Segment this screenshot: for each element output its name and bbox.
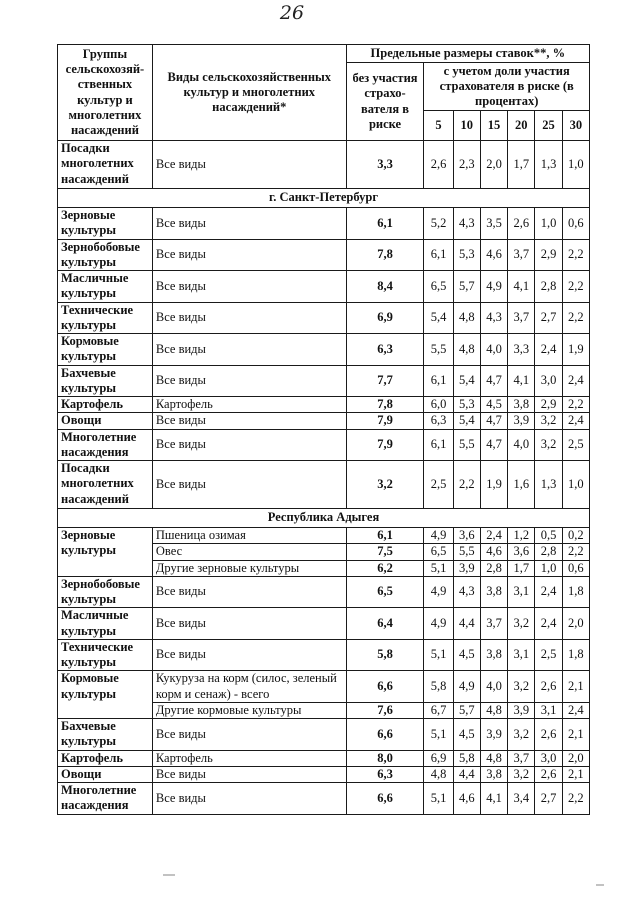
culture-cell: Все виды xyxy=(152,766,346,782)
share-rate-cell: 4,6 xyxy=(480,239,507,271)
culture-cell: Все виды xyxy=(152,334,346,366)
share-rate-cell: 3,4 xyxy=(508,783,535,815)
group-cell: Технические культуры xyxy=(58,639,153,671)
share-rate-cell: 3,8 xyxy=(480,766,507,782)
table-row xyxy=(58,783,590,815)
share-rate-cell: 0,2 xyxy=(562,528,589,544)
share-rate-cell: 3,1 xyxy=(508,576,535,608)
culture-cell: Все виды xyxy=(152,141,346,189)
base-rate-cell: 3,3 xyxy=(346,141,424,189)
share-rate-cell: 2,2 xyxy=(453,461,480,509)
group-cell: Картофель xyxy=(58,750,153,766)
share-rate-cell: 2,4 xyxy=(562,365,589,397)
culture-cell: Пшеница озимая xyxy=(152,528,346,544)
base-rate-cell: 6,3 xyxy=(346,334,424,366)
base-rate-cell: 7,5 xyxy=(346,544,424,560)
table-row xyxy=(58,239,590,271)
share-rate-cell: 4,9 xyxy=(453,671,480,703)
culture-cell: Картофель xyxy=(152,750,346,766)
table-row xyxy=(58,719,590,751)
share-rate-cell: 4,4 xyxy=(453,766,480,782)
share-rate-cell: 3,0 xyxy=(535,365,562,397)
share-rate-cell: 1,8 xyxy=(562,639,589,671)
group-cell: Многолетние насаждения xyxy=(58,429,153,461)
culture-cell: Все виды xyxy=(152,719,346,751)
share-rate-cell: 6,9 xyxy=(424,750,453,766)
share-rate-cell: 6,5 xyxy=(424,271,453,303)
table-row xyxy=(58,141,590,189)
share-rate-cell: 3,2 xyxy=(508,671,535,703)
share-rate-cell: 5,8 xyxy=(424,671,453,703)
table-row xyxy=(58,208,590,240)
share-rate-cell: 2,8 xyxy=(480,560,507,576)
group-cell: Многолетние насаждения xyxy=(58,783,153,815)
share-rate-cell: 3,1 xyxy=(535,702,562,718)
share-rate-cell: 2,5 xyxy=(562,429,589,461)
table-row xyxy=(58,608,590,640)
group-cell: Овощи xyxy=(58,766,153,782)
share-rate-cell: 2,8 xyxy=(535,271,562,303)
share-rate-cell: 4,3 xyxy=(480,302,507,334)
share-rate-cell: 2,6 xyxy=(424,141,453,189)
table-row xyxy=(58,576,590,608)
group-cell: Технические культуры xyxy=(58,302,153,334)
share-rate-cell: 6,3 xyxy=(424,413,453,429)
share-rate-cell: 5,1 xyxy=(424,719,453,751)
share-rate-cell: 3,1 xyxy=(508,639,535,671)
share-rate-cell: 2,2 xyxy=(562,397,589,413)
base-rate-cell: 3,2 xyxy=(346,461,424,509)
share-rate-cell: 1,0 xyxy=(562,141,589,189)
share-rate-cell: 4,9 xyxy=(424,608,453,640)
share-rate-cell: 2,0 xyxy=(562,608,589,640)
group-cell: Масличные культуры xyxy=(58,271,153,303)
share-rate-cell: 5,2 xyxy=(424,208,453,240)
share-rate-cell: 2,7 xyxy=(535,302,562,334)
share-rate-cell: 4,5 xyxy=(480,397,507,413)
share-rate-cell: 2,2 xyxy=(562,783,589,815)
share-col-header: 20 xyxy=(508,111,535,141)
share-col-header: 30 xyxy=(562,111,589,141)
culture-cell: Все виды xyxy=(152,608,346,640)
share-rate-cell: 4,5 xyxy=(453,719,480,751)
group-cell: Зерновые культуры xyxy=(58,528,153,577)
share-rate-cell: 6,0 xyxy=(424,397,453,413)
group-cell: Зернобобовые культуры xyxy=(58,576,153,608)
share-rate-cell: 2,8 xyxy=(535,544,562,560)
share-rate-cell: 3,9 xyxy=(480,719,507,751)
share-rate-cell: 2,6 xyxy=(535,671,562,703)
table-row xyxy=(58,639,590,671)
culture-cell: Все виды xyxy=(152,208,346,240)
share-rate-cell: 2,7 xyxy=(535,783,562,815)
share-rate-cell: 2,0 xyxy=(480,141,507,189)
share-rate-cell: 0,6 xyxy=(562,560,589,576)
share-rate-cell: 4,0 xyxy=(480,334,507,366)
group-cell: Зерновые культуры xyxy=(58,208,153,240)
region-row xyxy=(58,509,590,528)
share-rate-cell: 4,6 xyxy=(453,783,480,815)
base-rate-cell: 7,8 xyxy=(346,397,424,413)
header-with-share: с учетом доли участия страхователя в риске (в процентах) xyxy=(424,63,590,111)
share-rate-cell: 3,7 xyxy=(508,750,535,766)
table-row xyxy=(58,671,590,703)
share-rate-cell: 3,0 xyxy=(535,750,562,766)
share-rate-cell: 3,6 xyxy=(453,528,480,544)
table-row xyxy=(58,766,590,782)
culture-cell: Все виды xyxy=(152,239,346,271)
share-rate-cell: 1,3 xyxy=(535,461,562,509)
culture-cell: Кукуруза на корм (силос, зеленый корм и сенаж) - всего xyxy=(152,671,346,703)
share-rate-cell: 6,5 xyxy=(424,544,453,560)
share-rate-cell: 3,2 xyxy=(535,413,562,429)
share-rate-cell: 6,7 xyxy=(424,702,453,718)
share-rate-cell: 3,3 xyxy=(508,334,535,366)
table-body xyxy=(58,141,590,815)
share-rate-cell: 2,5 xyxy=(535,639,562,671)
scan-mark xyxy=(163,874,175,876)
share-rate-cell: 4,8 xyxy=(480,702,507,718)
share-rate-cell: 5,4 xyxy=(453,413,480,429)
share-rate-cell: 1,7 xyxy=(508,560,535,576)
base-rate-cell: 5,8 xyxy=(346,639,424,671)
group-cell: Посадки многолетних насаждений xyxy=(58,141,153,189)
share-rate-cell: 3,6 xyxy=(508,544,535,560)
share-rate-cell: 3,7 xyxy=(508,302,535,334)
share-rate-cell: 2,2 xyxy=(562,239,589,271)
share-rate-cell: 3,9 xyxy=(508,413,535,429)
share-rate-cell: 3,2 xyxy=(508,719,535,751)
share-rate-cell: 2,4 xyxy=(535,576,562,608)
scan-mark xyxy=(596,884,604,886)
share-rate-cell: 4,0 xyxy=(480,671,507,703)
culture-cell: Другие кормовые культуры xyxy=(152,702,346,718)
share-rate-cell: 1,9 xyxy=(480,461,507,509)
group-cell: Кормовые культуры xyxy=(58,671,153,719)
group-cell: Посадки многолетних насаждений xyxy=(58,461,153,509)
culture-cell: Все виды xyxy=(152,429,346,461)
base-rate-cell: 8,4 xyxy=(346,271,424,303)
share-rate-cell: 4,9 xyxy=(480,271,507,303)
region-row xyxy=(58,189,590,208)
culture-cell: Овес xyxy=(152,544,346,560)
base-rate-cell: 7,7 xyxy=(346,365,424,397)
share-rate-cell: 3,8 xyxy=(480,639,507,671)
share-rate-cell: 4,3 xyxy=(453,576,480,608)
base-rate-cell: 7,9 xyxy=(346,429,424,461)
share-rate-cell: 2,2 xyxy=(562,302,589,334)
share-rate-cell: 1,8 xyxy=(562,576,589,608)
table-row xyxy=(58,461,590,509)
share-rate-cell: 2,2 xyxy=(562,544,589,560)
share-rate-cell: 4,6 xyxy=(480,544,507,560)
share-rate-cell: 4,9 xyxy=(424,528,453,544)
share-rate-cell: 1,6 xyxy=(508,461,535,509)
base-rate-cell: 6,1 xyxy=(346,528,424,544)
share-rate-cell: 2,9 xyxy=(535,397,562,413)
share-rate-cell: 2,4 xyxy=(480,528,507,544)
share-rate-cell: 4,8 xyxy=(424,766,453,782)
group-cell: Кормовые культуры xyxy=(58,334,153,366)
share-rate-cell: 2,1 xyxy=(562,719,589,751)
culture-cell: Все виды xyxy=(152,783,346,815)
share-rate-cell: 4,3 xyxy=(453,208,480,240)
culture-cell: Картофель xyxy=(152,397,346,413)
share-rate-cell: 5,4 xyxy=(453,365,480,397)
share-rate-cell: 3,8 xyxy=(508,397,535,413)
share-rate-cell: 3,2 xyxy=(508,608,535,640)
base-rate-cell: 6,3 xyxy=(346,766,424,782)
share-rate-cell: 4,8 xyxy=(480,750,507,766)
share-rate-cell: 3,2 xyxy=(508,766,535,782)
share-rate-cell: 5,5 xyxy=(453,544,480,560)
share-rate-cell: 1,2 xyxy=(508,528,535,544)
share-rate-cell: 2,5 xyxy=(424,461,453,509)
share-rate-cell: 1,0 xyxy=(535,560,562,576)
share-rate-cell: 2,4 xyxy=(562,413,589,429)
share-rate-cell: 2,0 xyxy=(562,750,589,766)
header-limits: Предельные размеры ставок**, % xyxy=(346,45,589,63)
share-rate-cell: 2,2 xyxy=(562,271,589,303)
share-rate-cell: 5,5 xyxy=(453,429,480,461)
share-rate-cell: 2,1 xyxy=(562,671,589,703)
region-name: Республика Адыгея xyxy=(58,509,590,528)
share-rate-cell: 4,9 xyxy=(424,576,453,608)
culture-cell: Все виды xyxy=(152,365,346,397)
share-rate-cell: 2,3 xyxy=(453,141,480,189)
share-rate-cell: 6,1 xyxy=(424,429,453,461)
base-rate-cell: 6,6 xyxy=(346,783,424,815)
table-row xyxy=(58,750,590,766)
culture-cell: Все виды xyxy=(152,271,346,303)
share-rate-cell: 5,8 xyxy=(453,750,480,766)
share-rate-cell: 5,7 xyxy=(453,702,480,718)
share-rate-cell: 4,7 xyxy=(480,413,507,429)
culture-cell: Все виды xyxy=(152,639,346,671)
share-rate-cell: 5,1 xyxy=(424,783,453,815)
table-row xyxy=(58,302,590,334)
base-rate-cell: 6,9 xyxy=(346,302,424,334)
share-rate-cell: 2,4 xyxy=(535,334,562,366)
share-rate-cell: 3,9 xyxy=(453,560,480,576)
group-cell: Картофель xyxy=(58,397,153,413)
share-rate-cell: 4,1 xyxy=(480,783,507,815)
table-row xyxy=(58,413,590,429)
share-col-header: 25 xyxy=(535,111,562,141)
base-rate-cell: 7,9 xyxy=(346,413,424,429)
share-rate-cell: 1,7 xyxy=(508,141,535,189)
culture-cell: Все виды xyxy=(152,302,346,334)
share-rate-cell: 6,1 xyxy=(424,239,453,271)
base-rate-cell: 6,6 xyxy=(346,671,424,703)
share-rate-cell: 4,8 xyxy=(453,302,480,334)
share-rate-cell: 4,1 xyxy=(508,271,535,303)
table-row xyxy=(58,397,590,413)
share-rate-cell: 5,3 xyxy=(453,397,480,413)
share-rate-cell: 5,5 xyxy=(424,334,453,366)
base-rate-cell: 6,1 xyxy=(346,208,424,240)
share-rate-cell: 4,4 xyxy=(453,608,480,640)
group-cell: Бахчевые культуры xyxy=(58,719,153,751)
share-rate-cell: 0,5 xyxy=(535,528,562,544)
share-rate-cell: 3,8 xyxy=(480,576,507,608)
culture-cell: Все виды xyxy=(152,576,346,608)
table-row xyxy=(58,528,590,544)
share-col-header: 15 xyxy=(480,111,507,141)
table-row xyxy=(58,429,590,461)
region-name: г. Санкт-Петербург xyxy=(58,189,590,208)
share-rate-cell: 2,1 xyxy=(562,766,589,782)
culture-cell: Все виды xyxy=(152,461,346,509)
share-rate-cell: 0,6 xyxy=(562,208,589,240)
share-rate-cell: 2,4 xyxy=(562,702,589,718)
share-rate-cell: 3,9 xyxy=(508,702,535,718)
share-rate-cell: 1,3 xyxy=(535,141,562,189)
base-rate-cell: 6,5 xyxy=(346,576,424,608)
share-rate-cell: 3,7 xyxy=(480,608,507,640)
share-rate-cell: 4,7 xyxy=(480,429,507,461)
share-rate-cell: 5,1 xyxy=(424,560,453,576)
header-kinds: Виды сельскохозяйственных культур и многолетних насаждений* xyxy=(152,45,346,141)
share-rate-cell: 4,5 xyxy=(453,639,480,671)
rates-table xyxy=(57,44,590,815)
header-without-share: без участия страхо-вателя в риске xyxy=(346,63,424,141)
share-rate-cell: 2,6 xyxy=(535,719,562,751)
share-rate-cell: 1,0 xyxy=(535,208,562,240)
share-rate-cell: 3,5 xyxy=(480,208,507,240)
table-row xyxy=(58,334,590,366)
group-cell: Зернобобовые культуры xyxy=(58,239,153,271)
base-rate-cell: 8,0 xyxy=(346,750,424,766)
culture-cell: Другие зерновые культуры xyxy=(152,560,346,576)
share-rate-cell: 1,9 xyxy=(562,334,589,366)
share-col-header: 5 xyxy=(424,111,453,141)
share-rate-cell: 1,0 xyxy=(562,461,589,509)
share-rate-cell: 3,7 xyxy=(508,239,535,271)
group-cell: Бахчевые культуры xyxy=(58,365,153,397)
share-rate-cell: 6,1 xyxy=(424,365,453,397)
page-number: 26 xyxy=(279,2,305,24)
share-rate-cell: 2,6 xyxy=(508,208,535,240)
share-rate-cell: 5,7 xyxy=(453,271,480,303)
share-col-header: 10 xyxy=(453,111,480,141)
share-rate-cell: 2,6 xyxy=(535,766,562,782)
share-rate-cell: 4,1 xyxy=(508,365,535,397)
culture-cell: Все виды xyxy=(152,413,346,429)
base-rate-cell: 6,2 xyxy=(346,560,424,576)
base-rate-cell: 7,8 xyxy=(346,239,424,271)
share-rate-cell: 5,3 xyxy=(453,239,480,271)
share-rate-cell: 5,1 xyxy=(424,639,453,671)
table-row xyxy=(58,365,590,397)
share-rate-cell: 4,8 xyxy=(453,334,480,366)
table-row xyxy=(58,271,590,303)
share-rate-cell: 2,4 xyxy=(535,608,562,640)
base-rate-cell: 6,6 xyxy=(346,719,424,751)
base-rate-cell: 6,4 xyxy=(346,608,424,640)
group-cell: Масличные культуры xyxy=(58,608,153,640)
group-cell: Овощи xyxy=(58,413,153,429)
share-rate-cell: 3,2 xyxy=(535,429,562,461)
base-rate-cell: 7,6 xyxy=(346,702,424,718)
header-groups: Группы сельскохозяй-ственных культур и многолетних насаждений xyxy=(58,45,153,141)
share-rate-cell: 4,0 xyxy=(508,429,535,461)
share-rate-cell: 2,9 xyxy=(535,239,562,271)
share-rate-cell: 5,4 xyxy=(424,302,453,334)
share-rate-cell: 4,7 xyxy=(480,365,507,397)
